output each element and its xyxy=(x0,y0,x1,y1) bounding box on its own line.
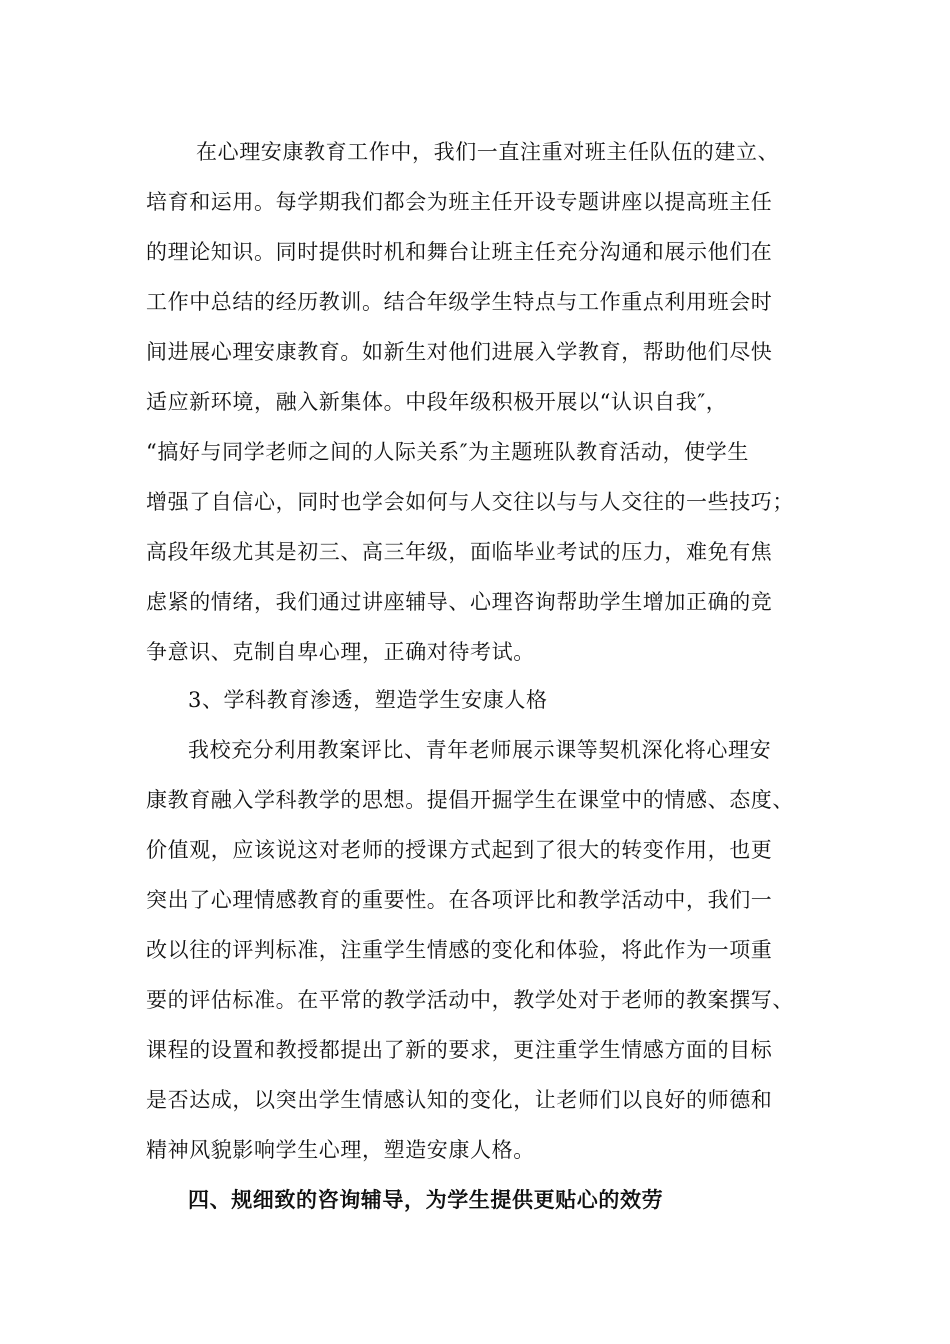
paragraph-1-line-5: 间进展心理安康教育。如新生对他们进展入学教育，帮助他们尽快 xyxy=(146,340,773,364)
paragraph-1-line-7: “搞好与同学老师之间的人际关系″为主题班队教育活动，使学生 xyxy=(146,440,749,464)
paragraph-2-line-1: 我校充分利用教案评比、青年老师展示课等契机深化将心理安 xyxy=(188,738,772,762)
section-3-subheading: 3、学科教育渗透，塑造学生安康人格 xyxy=(188,688,548,712)
paragraph-1-line-11: 争意识、克制自卑心理，正确对待考试。 xyxy=(146,640,535,664)
paragraph-2-line-8: 是否达成，以突出学生情感认知的变化，让老师们以良好的师德和 xyxy=(146,1088,773,1112)
paragraph-2-line-5: 改以往的评判标准，注重学生情感的变化和体验，将此作为一项重 xyxy=(146,938,773,962)
paragraph-2-line-3: 价值观，应该说这对老师的授课方式起到了很大的转变作用，也更 xyxy=(146,838,773,862)
paragraph-1-line-9: 高段年级尤其是初三、高三年级，面临毕业考试的压力，难免有焦 xyxy=(146,540,773,564)
section-4-heading: 四、规细致的咨询辅导，为学生提供更贴心的效劳 xyxy=(188,1187,664,1212)
paragraph-1-line-8: 增强了自信心，同时也学会如何与人交往以与与人交往的一些技巧； xyxy=(146,490,794,514)
paragraph-1-line-1: 在心理安康教育工作中，我们一直注重对班主任队伍的建立、 xyxy=(196,140,780,164)
paragraph-1-line-3: 的理论知识。同时提供时机和舞台让班主任充分沟通和展示他们在 xyxy=(146,240,773,264)
paragraph-1-line-4: 工作中总结的经历教训。结合年级学生特点与工作重点利用班会时 xyxy=(146,290,773,314)
paragraph-2-line-6: 要的评估标准。在平常的教学活动中，教学处对于老师的教案撰写、 xyxy=(146,988,794,1012)
paragraph-2-line-4: 突出了心理情感教育的重要性。在各项评比和教学活动中，我们一 xyxy=(146,888,773,912)
paragraph-2-line-9: 精神风貌影响学生心理，塑造安康人格。 xyxy=(146,1138,535,1162)
paragraph-1-line-10: 虑紧的情绪，我们通过讲座辅导、心理咨询帮助学生增加正确的竞 xyxy=(146,590,773,614)
paragraph-1-line-2: 培育和运用。每学期我们都会为班主任开设专题讲座以提高班主任 xyxy=(146,190,773,214)
paragraph-2-line-2: 康教育融入学科教学的思想。提倡开掘学生在课堂中的情感、态度、 xyxy=(146,788,794,812)
paragraph-2-line-7: 课程的设置和教授都提出了新的要求，更注重学生情感方面的目标 xyxy=(146,1038,773,1062)
paragraph-1-line-6: 适应新环境，融入新集体。中段年级积极开展以“认识自我″， xyxy=(146,390,728,414)
